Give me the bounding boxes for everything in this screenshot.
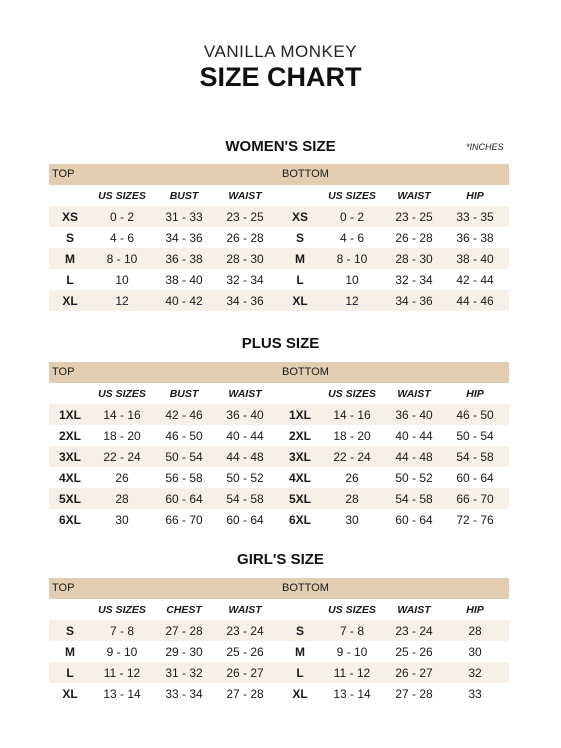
size-value: 13 - 14 [103, 686, 141, 701]
column-header: US SIZES [328, 387, 376, 400]
size-value: 60 - 64 [226, 512, 264, 527]
size-label: S [65, 230, 74, 245]
size-value: 34 - 36 [165, 230, 203, 245]
size-value: 28 [345, 491, 359, 506]
size-value: 26 [345, 470, 359, 485]
section-title-girls: GIRL'S SIZE [237, 551, 324, 568]
column-header: HIP [466, 603, 484, 616]
size-label: 3XL [288, 449, 311, 464]
size-value: 54 - 58 [395, 491, 433, 506]
size-value: 23 - 24 [395, 623, 433, 638]
plus-bottom-table [279, 362, 509, 530]
size-value: 50 - 52 [395, 470, 433, 485]
size-value: 32 - 34 [395, 272, 433, 287]
size-value: 33 - 34 [165, 686, 203, 701]
table-row [49, 227, 279, 248]
column-header-row [49, 383, 279, 404]
size-value: 28 - 30 [226, 251, 264, 266]
size-label: 1XL [288, 407, 311, 422]
table-row [279, 269, 509, 290]
table-row [49, 269, 279, 290]
section-title-plus: PLUS SIZE [241, 335, 320, 352]
table-row [49, 620, 279, 641]
size-label: XL [62, 686, 78, 701]
size-value: 32 [468, 665, 482, 680]
size-value: 36 - 40 [395, 407, 433, 422]
table-header-label: TOP [49, 578, 279, 599]
size-label: XL [292, 686, 308, 701]
size-value: 30 [468, 644, 482, 659]
column-header: CHEST [166, 603, 202, 616]
size-value: 10 [115, 272, 129, 287]
size-label: 6XL [288, 512, 311, 527]
size-value: 0 - 2 [109, 209, 134, 224]
size-value: 28 - 30 [395, 251, 433, 266]
size-value: 23 - 25 [226, 209, 264, 224]
size-value: 36 - 38 [456, 230, 494, 245]
size-value: 14 - 16 [103, 407, 141, 422]
page-title: SIZE CHART [199, 62, 362, 92]
size-value: 26 - 27 [226, 665, 264, 680]
table-header-label: BOTTOM [279, 164, 509, 185]
size-value: 18 - 20 [103, 428, 141, 443]
size-value: 50 - 52 [226, 470, 264, 485]
size-value: 31 - 32 [165, 665, 203, 680]
size-value: 4 - 6 [109, 230, 134, 245]
table-row [279, 509, 509, 530]
column-header-row [279, 599, 509, 620]
column-header: US SIZES [328, 189, 376, 202]
size-value: 7 - 8 [339, 623, 364, 638]
womens-top-table [49, 164, 279, 311]
column-header: WAIST [397, 603, 431, 616]
table-row [279, 404, 509, 425]
size-label: 2XL [288, 428, 311, 443]
size-label: 1XL [58, 407, 81, 422]
size-label: M [295, 644, 305, 659]
brand-name: VANILLA MONKEY [203, 42, 358, 61]
size-value: 33 [468, 686, 482, 701]
size-value: 40 - 44 [395, 428, 433, 443]
size-value: 27 - 28 [395, 686, 433, 701]
table-header-label: BOTTOM [279, 362, 509, 383]
size-value: 23 - 25 [395, 209, 433, 224]
column-header: BUST [169, 387, 199, 400]
size-value: 66 - 70 [165, 512, 203, 527]
girls-top-table [49, 578, 279, 704]
column-header: WAIST [228, 189, 262, 202]
column-header-row [49, 185, 279, 206]
size-label: 5XL [288, 491, 311, 506]
size-label: XL [292, 293, 308, 308]
girls-bottom-table [279, 578, 509, 704]
units-note: *INCHES [466, 142, 504, 152]
table-row [49, 509, 279, 530]
size-value: 54 - 58 [456, 449, 494, 464]
size-value: 13 - 14 [333, 686, 371, 701]
column-header-row [279, 185, 509, 206]
size-value: 4 - 6 [339, 230, 364, 245]
column-header: WAIST [397, 387, 431, 400]
size-label: 4XL [58, 470, 81, 485]
size-value: 50 - 54 [165, 449, 203, 464]
size-label: L [66, 665, 74, 680]
table-row [279, 206, 509, 227]
size-value: 10 [345, 272, 359, 287]
table-row [49, 641, 279, 662]
size-label: S [295, 230, 304, 245]
column-header: US SIZES [98, 387, 146, 400]
size-value: 0 - 2 [339, 209, 364, 224]
size-label: L [66, 272, 74, 287]
table-row [279, 662, 509, 683]
size-value: 50 - 54 [456, 428, 494, 443]
table-header-label: BOTTOM [279, 578, 509, 599]
column-header: WAIST [397, 189, 431, 202]
column-header: WAIST [228, 603, 262, 616]
size-value: 34 - 36 [226, 293, 264, 308]
size-label: M [295, 251, 305, 266]
size-value: 40 - 44 [226, 428, 264, 443]
size-label: M [65, 644, 75, 659]
size-value: 33 - 35 [456, 209, 494, 224]
size-value: 46 - 50 [456, 407, 494, 422]
size-value: 56 - 58 [165, 470, 203, 485]
size-value: 32 - 34 [226, 272, 264, 287]
size-value: 8 - 10 [336, 251, 368, 266]
size-value: 25 - 26 [395, 644, 433, 659]
size-value: 44 - 46 [456, 293, 494, 308]
size-value: 26 - 27 [395, 665, 433, 680]
table-row [279, 467, 509, 488]
size-label: XS [61, 209, 78, 224]
size-value: 7 - 8 [109, 623, 134, 638]
size-value: 12 [345, 293, 359, 308]
column-header: US SIZES [98, 189, 146, 202]
column-header: HIP [466, 189, 484, 202]
column-header: US SIZES [328, 603, 376, 616]
size-value: 27 - 28 [165, 623, 203, 638]
column-header-row [49, 599, 279, 620]
size-label: 6XL [58, 512, 81, 527]
size-value: 44 - 48 [395, 449, 433, 464]
table-row [279, 683, 509, 704]
table-row [49, 248, 279, 269]
size-label: XL [62, 293, 78, 308]
size-value: 12 [115, 293, 129, 308]
size-value: 44 - 48 [226, 449, 264, 464]
size-value: 36 - 40 [226, 407, 264, 422]
table-row [279, 446, 509, 467]
plus-top-table [49, 362, 279, 530]
size-value: 46 - 50 [165, 428, 203, 443]
table-row [279, 290, 509, 311]
size-label: XS [291, 209, 308, 224]
column-header: US SIZES [98, 603, 146, 616]
size-value: 22 - 24 [333, 449, 371, 464]
column-header: HIP [466, 387, 484, 400]
table-row [49, 446, 279, 467]
size-label: S [65, 623, 74, 638]
size-value: 38 - 40 [456, 251, 494, 266]
table-row [49, 683, 279, 704]
size-value: 60 - 64 [395, 512, 433, 527]
womens-bottom-table [279, 164, 509, 311]
size-value: 34 - 36 [395, 293, 433, 308]
table-header-label: TOP [49, 362, 279, 383]
size-value: 66 - 70 [456, 491, 494, 506]
size-value: 11 - 12 [333, 665, 371, 680]
table-row [279, 425, 509, 446]
size-value: 42 - 44 [456, 272, 494, 287]
size-value: 54 - 58 [226, 491, 264, 506]
table-row [279, 488, 509, 509]
size-value: 42 - 46 [165, 407, 203, 422]
size-value: 60 - 64 [456, 470, 494, 485]
size-value: 22 - 24 [103, 449, 141, 464]
size-label: L [296, 665, 304, 680]
size-value: 9 - 10 [336, 644, 368, 659]
table-row [49, 467, 279, 488]
size-value: 27 - 28 [226, 686, 264, 701]
table-row [49, 662, 279, 683]
size-value: 31 - 33 [165, 209, 203, 224]
table-row [279, 248, 509, 269]
size-value: 26 - 28 [395, 230, 433, 245]
size-label: 4XL [288, 470, 311, 485]
size-label: 2XL [58, 428, 81, 443]
size-value: 72 - 76 [456, 512, 494, 527]
size-value: 14 - 16 [333, 407, 371, 422]
size-value: 38 - 40 [165, 272, 203, 287]
table-row [49, 425, 279, 446]
size-label: 3XL [58, 449, 81, 464]
table-row [49, 488, 279, 509]
table-header-label: TOP [49, 164, 279, 185]
table-row [49, 404, 279, 425]
size-value: 30 [115, 512, 129, 527]
size-value: 60 - 64 [165, 491, 203, 506]
size-label: 5XL [58, 491, 81, 506]
table-row [49, 206, 279, 227]
table-row [279, 620, 509, 641]
size-value: 26 - 28 [226, 230, 264, 245]
size-value: 28 [468, 623, 482, 638]
table-row [279, 641, 509, 662]
size-label: S [295, 623, 304, 638]
size-value: 26 [115, 470, 129, 485]
size-value: 29 - 30 [165, 644, 203, 659]
column-header: BUST [169, 189, 199, 202]
size-value: 30 [345, 512, 359, 527]
size-value: 9 - 10 [106, 644, 138, 659]
size-value: 40 - 42 [165, 293, 203, 308]
size-value: 36 - 38 [165, 251, 203, 266]
column-header: WAIST [228, 387, 262, 400]
size-value: 18 - 20 [333, 428, 371, 443]
column-header-row [279, 383, 509, 404]
size-value: 25 - 26 [226, 644, 264, 659]
size-value: 23 - 24 [226, 623, 264, 638]
size-label: M [65, 251, 75, 266]
size-value: 28 [115, 491, 129, 506]
table-row [49, 290, 279, 311]
size-label: L [296, 272, 304, 287]
section-title-womens: WOMEN'S SIZE [225, 138, 336, 155]
size-value: 11 - 12 [103, 665, 141, 680]
size-value: 8 - 10 [106, 251, 138, 266]
table-row [279, 227, 509, 248]
